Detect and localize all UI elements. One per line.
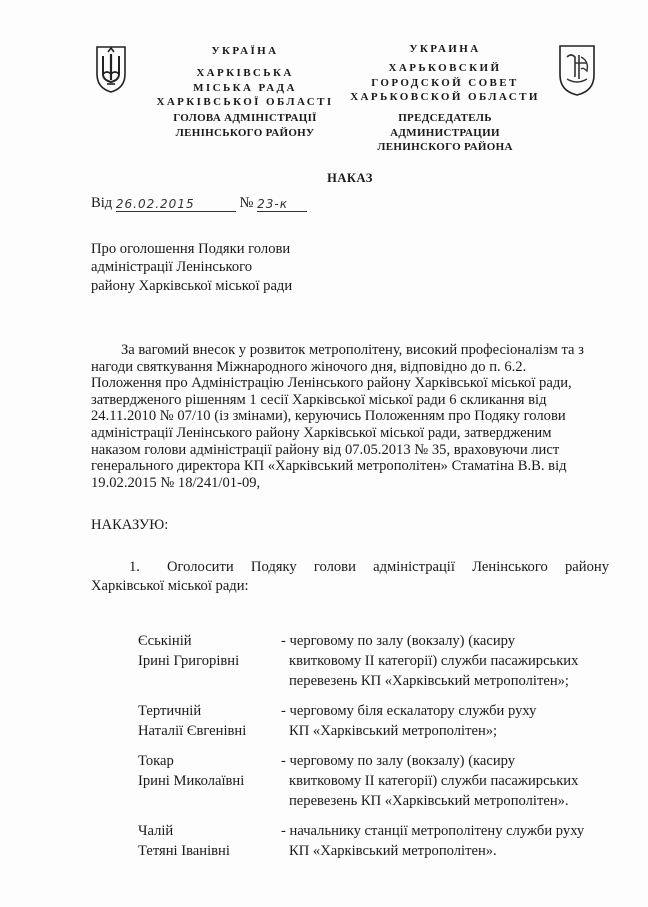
position-line: ГОЛОВА АДМІНІСТРАЦІЇ: [173, 112, 317, 124]
item-text: Оголосити Подяку голови адміністрації Ленінського району: [167, 559, 609, 575]
position-line: перевезень КП «Харківський метрополітен».: [289, 793, 569, 809]
council-line: ХАРКІВСЬКА: [196, 67, 294, 79]
order-subject: [91, 240, 341, 295]
recipient-given-name: Тетяні Іванівні: [138, 843, 230, 859]
item-first-line: [91, 558, 609, 577]
kharkiv-coat-of-arms-icon: [557, 43, 597, 97]
recipient-surname: Чалій: [138, 823, 174, 839]
subject-line: району Харківської міської ради: [91, 277, 293, 294]
order-word: НАКАЗУЮ:: [91, 517, 169, 533]
date-value: 26.02.2015: [116, 196, 236, 212]
position-line: КП «Харківський метрополітен»;: [289, 723, 498, 739]
preamble-line: нагоди святкування Міжнародного жіночого дня, відповідно до п. 6.2.: [91, 358, 527, 375]
header-right-country: УКРАИНА: [409, 43, 481, 55]
date-number-line: [91, 195, 321, 212]
preamble-line: затвердженого рішенням 1 сесії Харківської міської ради 6 скликання від: [91, 391, 547, 408]
recipient-position: [281, 821, 621, 861]
recipient-name: [138, 751, 278, 791]
number-value: 23-к: [257, 196, 307, 212]
position-line: ЛЕНИНСКОГО РАЙОНА: [377, 141, 513, 153]
position-line: КП «Харківський метрополітен».: [289, 843, 497, 859]
header-left-position: [150, 111, 340, 140]
header-left-council: [150, 66, 340, 110]
position-line: - начальнику станції метрополітену служби руху: [281, 823, 585, 839]
recipient-name: [138, 821, 278, 861]
item-number: 1.: [129, 559, 140, 575]
number-prefix: №: [239, 195, 254, 211]
position-line: перевезень КП «Харківський метрополітен»;: [289, 673, 569, 689]
position-line: ЛЕНІНСЬКОГО РАЙОНУ: [175, 126, 315, 139]
council-line: МІСЬКА РАДА: [193, 81, 297, 94]
preamble-line: Положення про Адміністрацію Ленінського району Харківської міської ради,: [91, 375, 572, 392]
header-right-council: [345, 61, 545, 105]
preamble-line: наказом голови адміністрації району від 07.05.2013 № 35, враховуючи лист: [91, 441, 560, 458]
subject-line: адміністрації Ленінського: [91, 259, 253, 276]
preamble-paragraph: [91, 342, 609, 491]
recipient-name: [138, 631, 278, 671]
recipient-position: [281, 631, 621, 691]
recipient-surname: Єськіній: [138, 633, 192, 649]
council-line: ХАРЬКОВСКОЙ ОБЛАСТИ: [350, 91, 540, 103]
trident-emblem-icon: [94, 44, 128, 94]
order-item-1: [91, 558, 609, 595]
position-line: ПРЕДСЕДАТЕЛЬ АДМИНИСТРАЦИИ: [390, 112, 500, 139]
subject-line: Про оголошення Подяки голови: [91, 241, 291, 257]
document-title: НАКАЗ: [327, 171, 373, 185]
item-second-line: Харківської міської ради:: [91, 577, 249, 594]
council-line: ХАРКІВСЬКОЇ ОБЛАСТІ: [156, 96, 334, 108]
council-line: ГОРОДСКОЙ СОВЕТ: [371, 76, 519, 89]
recipient-given-name: Ірині Григорівні: [138, 653, 240, 669]
recipient-surname: Тертичній: [138, 703, 202, 719]
date-prefix: Від: [91, 195, 113, 211]
header-right-position: [345, 111, 545, 155]
preamble-line: 19.02.2015 № 18/241/01-09,: [91, 474, 261, 491]
position-line: - черговому біля ескалатору служби руху: [281, 703, 537, 719]
recipient-position: [281, 701, 621, 741]
preamble-line: За вагомий внесок у розвиток метрополітену, високий професіоналізм та з: [121, 342, 584, 358]
preamble-line: 24.11.2010 № 07/10 (із змінами), керуючись Положенням про Подяку голови: [91, 408, 566, 425]
preamble-line: адміністрації Ленінського району Харківської міської ради, затвердженим: [91, 424, 552, 441]
recipient-name: [138, 701, 278, 741]
position-line: - черговому по залу (вокзалу) (касиру: [281, 633, 516, 649]
header-left-country: УКРАЇНА: [211, 45, 279, 57]
position-line: - черговому по залу (вокзалу) (касиру: [281, 753, 516, 769]
recipient-surname: Токар: [138, 753, 174, 769]
recipient-given-name: Наталії Євгенівні: [138, 723, 247, 739]
recipient-given-name: Ірині Миколаївні: [138, 773, 245, 789]
position-line: квитковому II категорії) служби пасажирських: [289, 653, 579, 669]
recipient-position: [281, 751, 621, 811]
position-line: квитковому II категорії) служби пасажирських: [289, 773, 579, 789]
council-line: ХАРЬКОВСКИЙ: [388, 62, 502, 74]
preamble-line: генерального директора КП «Харківський метрополітен» Стаматіна В.В. від: [91, 458, 567, 475]
